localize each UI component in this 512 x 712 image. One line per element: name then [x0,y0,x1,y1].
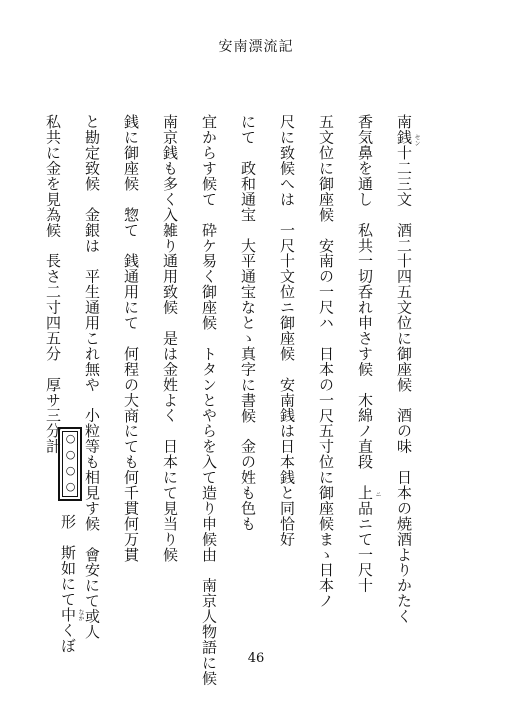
page-number: 46 [247,651,265,666]
text-column-7: 南京銭も多く入雑り通用致候 是は金姓よく 日本にて見当り候 [161,114,179,563]
text-column-2: 香気鼻を通し 私共一切呑れ申さす候 木綿ノ直段 上品ニて一尺十 [356,114,374,593]
coin-seal-stamp [58,427,82,501]
text-column-10-tail: 形 斯如にて中くぼ [59,514,77,654]
page-title: 安南漂流記 [218,39,294,55]
text-column-5: にて 政和通宝 大平通宝なとゝ真字に書候 金の姓も色も [239,114,257,532]
text-column-9: と勘定致候 金銀は 平生通用これ無や 小粒等も相見す候 會安にて或人 [83,114,101,640]
text-column-3: 五文位に御座候 安南の一尺ハ 日本の一尺五寸位に御座候まゝ日本ノ [317,114,335,609]
text-column-6: 宜からす候て 砕ケ易く御座候 トタンとやらを入て造り申候由 南京人物語に候 [200,114,218,686]
text-column-1: 南銭十二三文 酒二十四五文位に御座候 酒の味 日本の焼酒よりかたく [395,114,413,624]
text-column-8: 銭に御座候 惣て 銭通用にて 何程の大商にても何千貫何万貫 [122,114,140,563]
coin-seal-text: ○○○○ [64,432,77,496]
ruby-sen: セン [413,134,420,146]
ruby-naka: なか [77,609,84,621]
text-column-10: 私共に金を見為候 長さ二寸四五分 厚サ三分計 [44,114,62,454]
text-column-4: 尺に致候へは 一尺十文位ニ御座候 安南銭は日本銭と同恰好 [278,114,296,547]
ruby-nite: ニ [374,491,381,497]
